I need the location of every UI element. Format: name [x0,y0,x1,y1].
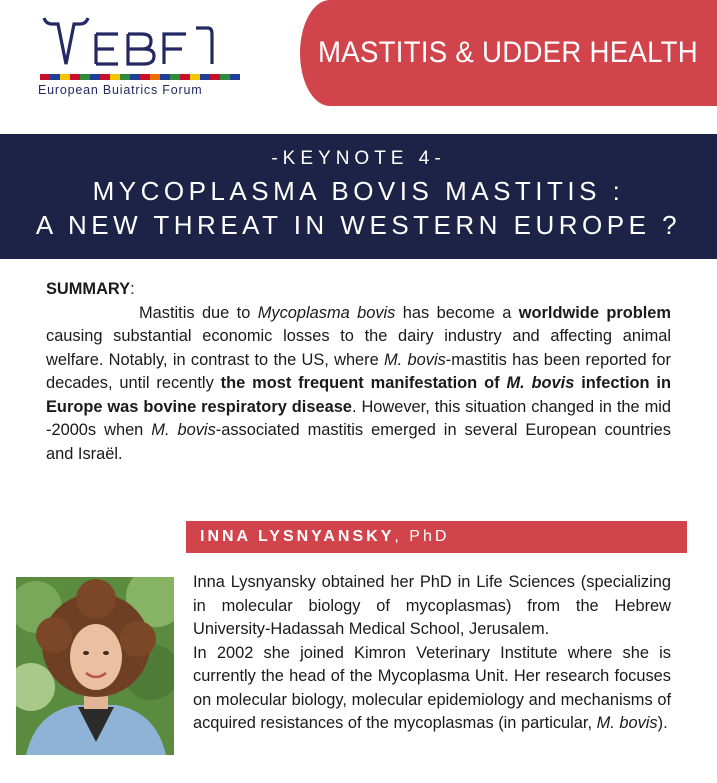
flag-19 [230,74,240,80]
keynote-title [0,174,717,242]
flag-2 [60,74,70,80]
bio-italic: M. bovis [596,714,658,732]
ebf-logo-mark [36,14,236,74]
summary-part: causing substantial economic losses to the dairy industry and affecting animal welfare. Notably, in contrast to the US, where [46,327,671,369]
keynote-title-line-2: A NEW THREAT IN WESTERN EUROPE ? [35,210,682,240]
speaker-degree: , PhD [394,528,450,545]
flag-0 [40,74,50,80]
speaker-bio [193,571,671,736]
flag-12 [160,74,170,80]
summary-bold: infection in Europe was bovine respiratory disease [46,374,671,416]
summary-bold-italic: M. bovis [506,374,575,392]
flag-14 [180,74,190,80]
flag-5 [90,74,100,80]
flag-10 [140,74,150,80]
speaker-photo [16,577,174,755]
flag-15 [190,74,200,80]
flag-4 [80,74,90,80]
flag-18 [220,74,230,80]
ebf-logo [36,14,256,104]
logo-tagline: European Buiatrics Forum [38,83,203,97]
flag-9 [130,74,140,80]
keynote-title-line-1: MYCOPLASMA BOVIS MASTITIS : [92,176,625,206]
topic-banner-title: MASTITIS & UDDER HEALTH [318,36,699,69]
summary-label: SUMMARY [46,280,131,298]
summary-bold: the most frequent manifestation of [220,374,507,392]
summary-italic: Mycoplasma bovis [257,303,396,322]
summary-part: -mastitis has been reported for decades, until recently [46,350,671,392]
bio-part: In 2002 she joined Kimron Veterinary Institute where she is currently the head of the Mycoplasma Unit. Her research focuses on molecular biology, molecular epidemiology and mechanisms of acquired resistances of the mycoplasmas (in particular, [193,643,671,732]
flag-6 [100,74,110,80]
flag-13 [170,74,180,80]
bio-paragraph-2 [193,642,671,736]
flag-7 [110,74,120,80]
summary-part: has become a [395,303,519,322]
bio-paragraph-1: Inna Lysnyansky obtained her PhD in Life Sciences (specializing in molecular biology of mycoplasmas) from the Hebrew University-Hadassah Medical School, Jerusalem. [193,573,671,638]
summary-part: . However, this situation changed in the mid -2000s when [46,397,672,439]
bio-part: ). [657,714,668,732]
flag-8 [120,74,130,80]
summary-italic: M. bovis [384,350,446,369]
speaker-heading [200,528,449,546]
speaker-portrait-image [16,577,174,755]
flag-11 [150,74,160,80]
summary-italic: M. bovis [151,421,216,439]
summary-text [46,278,671,466]
flag-1 [50,74,60,80]
summary-colon: : [130,280,135,298]
page-header [0,0,717,118]
speaker-name-bar [186,521,687,553]
summary-bold: worldwide problem [518,303,671,322]
speaker-name: INNA LYSNYANSKY [200,528,395,545]
summary-part: Mastitis due to [139,303,258,322]
flag-16 [200,74,210,80]
summary-part: -associated mastitis emerged in several European countries and Israël. [46,421,671,463]
keynote-block [0,134,717,259]
flag-strip [40,74,240,80]
keynote-number: -KEYNOTE 4- [271,148,446,169]
flag-17 [210,74,220,80]
flag-3 [70,74,80,80]
